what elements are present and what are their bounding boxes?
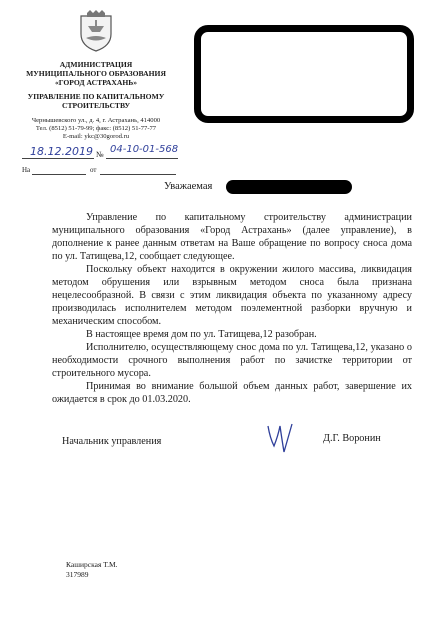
email: E-mail: ykc@30gorod.ru xyxy=(62,133,130,140)
date-handwritten: 18.12.2019 xyxy=(30,145,93,158)
paragraph-3: В настоящее время дом по ул. Татищева,12 разобран. xyxy=(86,329,317,340)
redacted-addressee-block xyxy=(194,25,414,123)
ref-from-underline xyxy=(100,174,176,175)
paragraph-1: Управление по капитальному строительству администрации муниципального образования «Город Астрахань» (далее управление), в дополнение к ранее данным ответам на Ваше обращение по вопросу сноса дома по ул. Татищева,12, сообщает следующее. xyxy=(52,212,412,262)
paragraph-4: Исполнителю, осуществляющему снос дома по ул. Татищева,12, указано о необходимости срочного выполнения работ по зачистке территории от строительного мусора. xyxy=(52,342,412,379)
paragraph-2: Поскольку объект находится в окружении жилого массива, ликвидация методом обрушения или взрывным методом сноса была признана нецелесообразной. В связи с этим ликвидация объекта по указанному адресу производилась исполнителем методом поэлементной разборки вручную и механическим способом. xyxy=(52,264,412,327)
coat-of-arms-icon xyxy=(78,10,114,52)
letter-body xyxy=(52,211,412,406)
salutation: Уважаемая xyxy=(164,181,213,192)
executor-name: Каширская Т.М. xyxy=(66,560,118,569)
address: Чернышевского ул., д. 4, г. Астрахань, 414000 xyxy=(31,117,161,124)
dept-line-2: СТРОИТЕЛЬСТВУ xyxy=(61,101,131,110)
org-line-1: АДМИНИСТРАЦИЯ xyxy=(59,60,133,69)
number-underline xyxy=(106,158,178,159)
phone-fax: Тел. (8512) 51-79-99; факс: (8512) 51-77-77 xyxy=(35,125,157,132)
handwritten-signature xyxy=(262,418,298,458)
redacted-addressee-name xyxy=(226,180,352,194)
org-line-2: МУНИЦИПАЛЬНОГО ОБРАЗОВАНИЯ xyxy=(26,69,166,78)
dept-line-1: УПРАВЛЕНИЕ ПО КАПИТАЛЬНОМУ xyxy=(27,92,165,101)
ref-from-label: от xyxy=(90,166,97,174)
org-name xyxy=(12,60,180,87)
number-handwritten: 04-10-01-568 xyxy=(110,144,179,155)
ref-no-underline xyxy=(32,174,86,175)
date-underline xyxy=(22,158,94,159)
signatory-title: Начальник управления xyxy=(62,436,162,447)
org-line-3: «ГОРОД АСТРАХАНЬ» xyxy=(54,78,138,87)
department-name xyxy=(12,92,180,110)
executor-phone: 317989 xyxy=(66,570,89,579)
number-sign: № xyxy=(96,150,104,159)
paragraph-5: Принимая во внимание большой объем данных работ, завершение их ожидается в срок до 01.03.2020. xyxy=(52,381,412,405)
signatory-name: Д.Г. Воронин xyxy=(323,433,381,444)
ref-no-label: На xyxy=(22,166,31,174)
